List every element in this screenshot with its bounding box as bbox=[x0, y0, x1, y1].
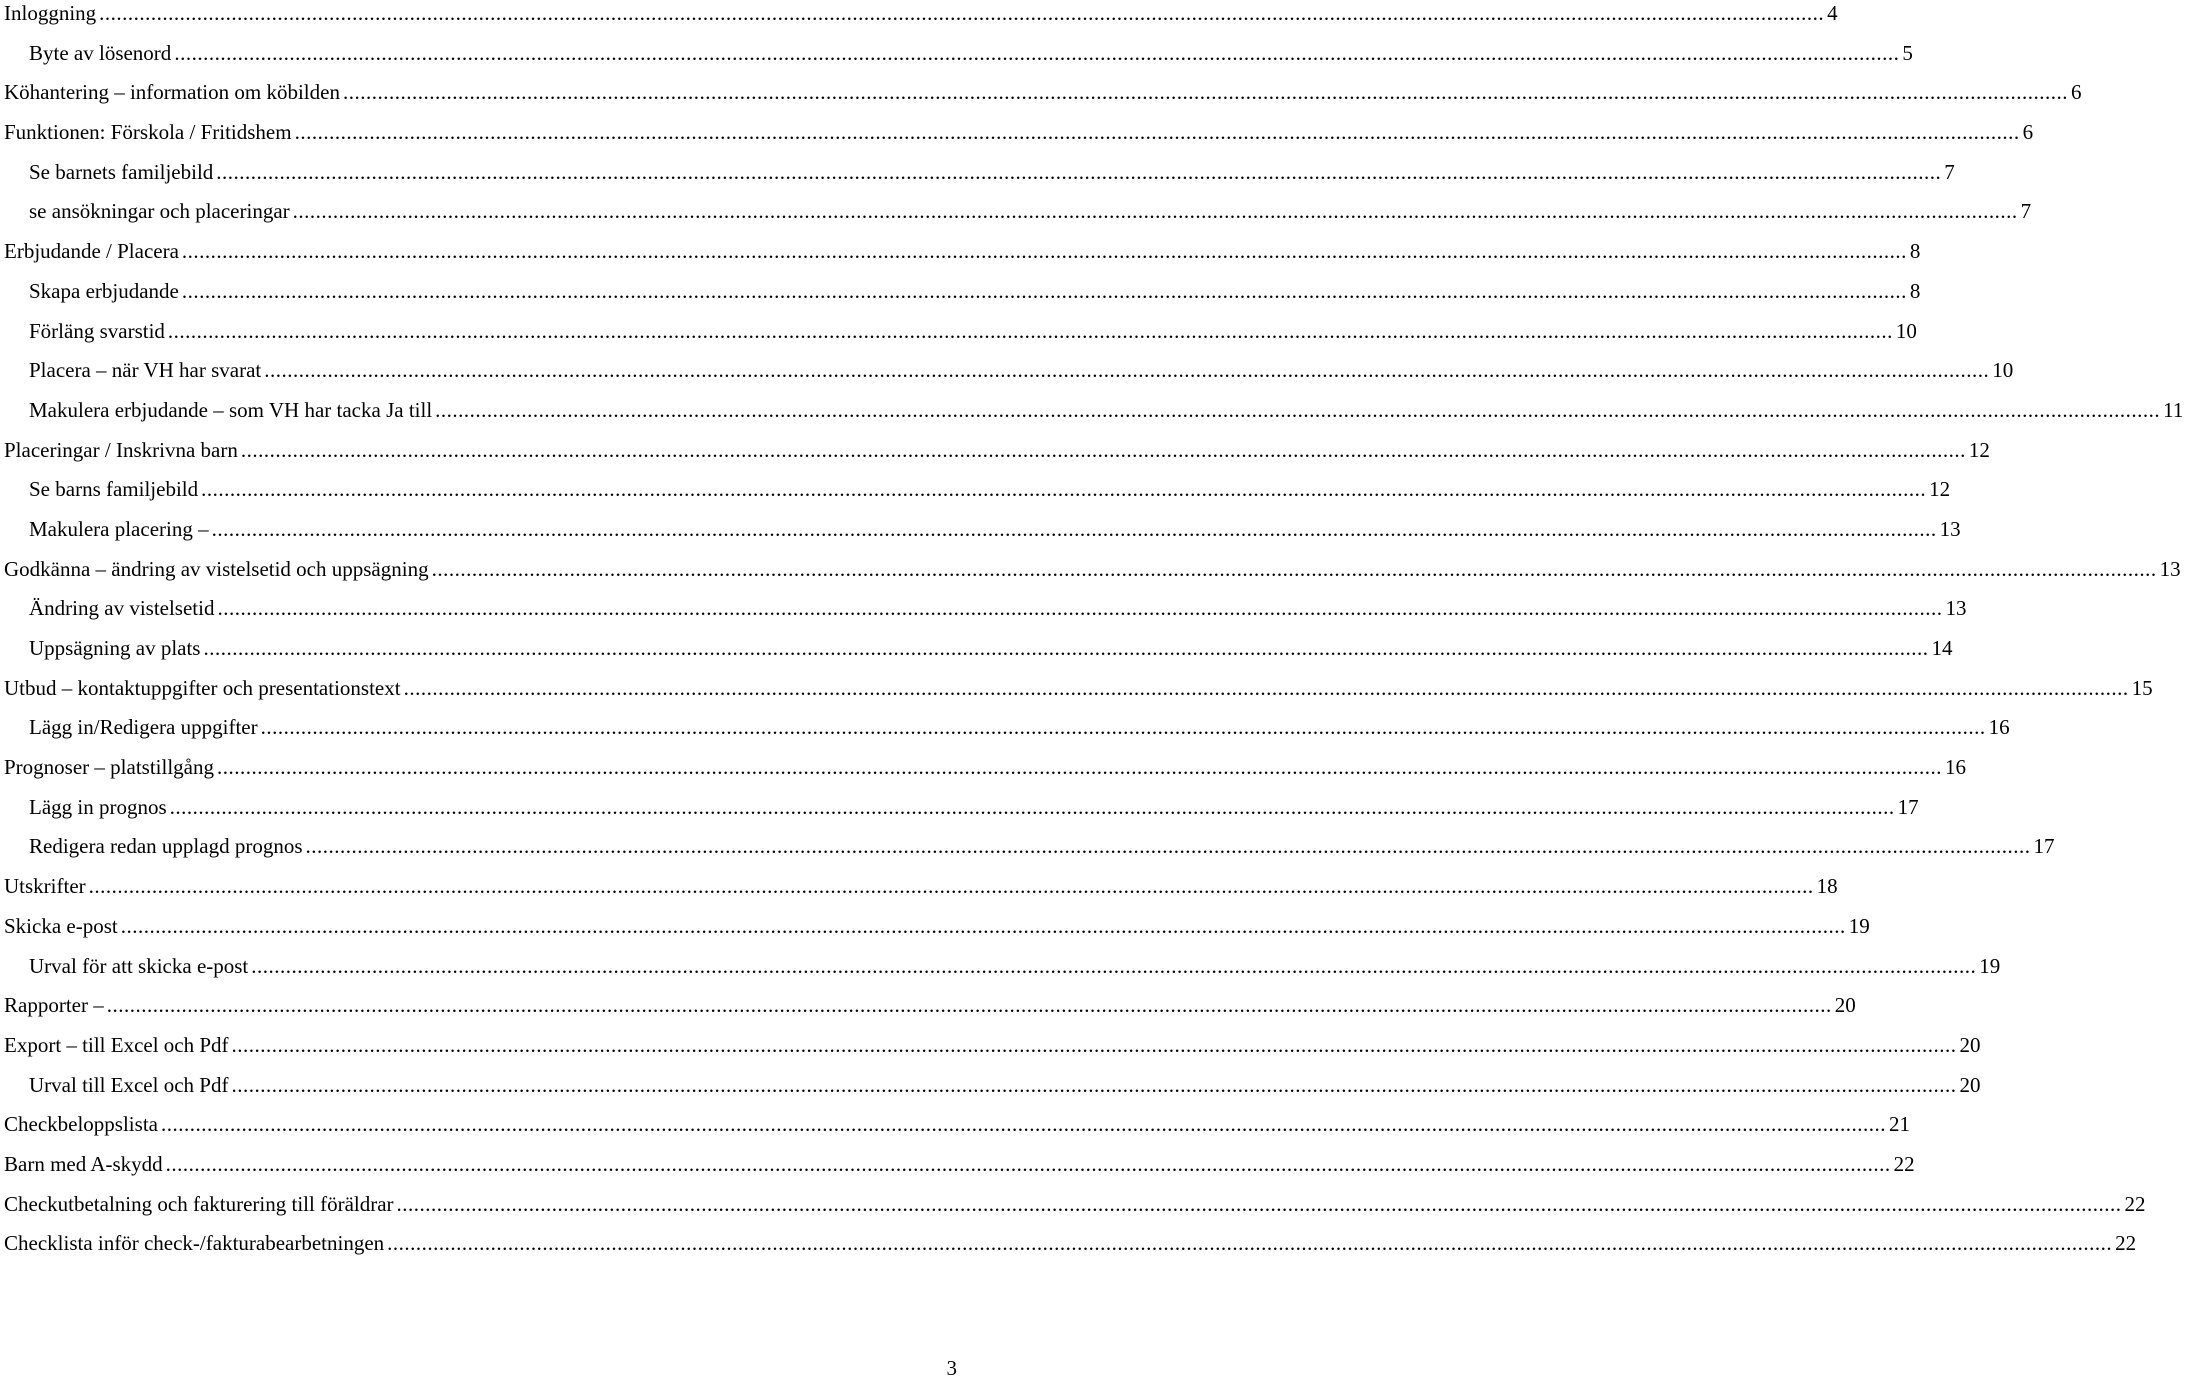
toc-entry-title: Utskrifter bbox=[4, 874, 86, 899]
toc-entry[interactable] bbox=[4, 1032, 1981, 1072]
toc-leader-dots: ............................................................................................................................................................................................................................................................................................................ bbox=[292, 199, 2018, 224]
toc-entry[interactable] bbox=[4, 873, 1838, 913]
toc-entry-page: 15 bbox=[2131, 675, 2153, 700]
toc-leader-dots: ............................................................................................................................................................................................................................................................................................................ bbox=[396, 1191, 2122, 1216]
toc-entry-title: Skicka e-post bbox=[4, 913, 118, 938]
toc-entry-page: 16 bbox=[1988, 715, 2010, 740]
toc-entry-page: 10 bbox=[1895, 318, 1917, 343]
toc-entry[interactable] bbox=[4, 794, 1919, 834]
toc-entry-page: 20 bbox=[1834, 993, 1856, 1018]
toc-leader-dots: ............................................................................................................................................................................................................................................................................................................ bbox=[167, 318, 1893, 343]
toc-leader-dots: ............................................................................................................................................................................................................................................................................................................ bbox=[165, 1151, 1891, 1176]
toc-leader-dots: ............................................................................................................................................................................................................................................................................................................ bbox=[216, 755, 1942, 780]
toc-entry[interactable] bbox=[4, 79, 2082, 119]
toc-entry-title: Checkbeloppslista bbox=[4, 1112, 158, 1137]
toc-leader-dots: ............................................................................................................................................................................................................................................................................................................ bbox=[174, 40, 1900, 65]
toc-entry-title: Urval för att skicka e-post bbox=[29, 953, 249, 978]
toc-entry-title: Export – till Excel och Pdf bbox=[4, 1032, 229, 1057]
toc-entry[interactable] bbox=[4, 635, 1953, 675]
toc-entry-title: Inloggning bbox=[4, 1, 97, 25]
toc-leader-dots: ............................................................................................................................................................................................................................................................................................................ bbox=[169, 794, 1895, 819]
toc-entry[interactable] bbox=[4, 595, 1967, 635]
toc-entry-title: Godkänna – ändring av vistelsetid och uppsägning bbox=[4, 556, 429, 581]
toc-entry-page: 7 bbox=[1944, 159, 1955, 184]
toc-leader-dots: ............................................................................................................................................................................................................................................................................................................ bbox=[211, 516, 1937, 541]
toc-entry-title: Placera – när VH har svarat bbox=[29, 358, 262, 383]
toc-leader-dots: ............................................................................................................................................................................................................................................................................................................ bbox=[106, 993, 1832, 1018]
toc-leader-dots: ............................................................................................................................................................................................................................................................................................................ bbox=[231, 1032, 1957, 1057]
toc-leader-dots: ............................................................................................................................................................................................................................................................................................................ bbox=[305, 834, 2031, 859]
toc-entry-title: Checkutbetalning och fakturering till föräldrar bbox=[4, 1191, 394, 1216]
toc-entry-title: Förläng svarstid bbox=[29, 318, 165, 343]
toc-entry-title: Byte av lösenord bbox=[29, 40, 172, 65]
toc-entry-title: Makulera erbjudande – som VH har tacka Ja till bbox=[29, 397, 433, 422]
toc-entry-page: 17 bbox=[1897, 794, 1919, 819]
toc-entry-title: Skapa erbjudande bbox=[29, 278, 179, 303]
toc-leader-dots: ............................................................................................................................................................................................................................................................................................................ bbox=[431, 556, 2157, 581]
toc-entry-page: 20 bbox=[1959, 1072, 1981, 1097]
toc-entry[interactable] bbox=[4, 556, 2181, 596]
toc-leader-dots: ............................................................................................................................................................................................................................................................................................................ bbox=[181, 239, 1907, 264]
toc-leader-dots: ............................................................................................................................................................................................................................................................................................................ bbox=[294, 120, 2020, 145]
toc-entry[interactable] bbox=[4, 318, 1917, 358]
toc-leader-dots: ............................................................................................................................................................................................................................................................................................................ bbox=[203, 636, 1929, 660]
toc-leader-dots: ............................................................................................................................................................................................................................................................................................................ bbox=[160, 1112, 1886, 1137]
toc-entry[interactable] bbox=[4, 754, 1966, 794]
toc-entry-title: Se barnets familjebild bbox=[29, 159, 214, 184]
toc-entry-page: 22 bbox=[2124, 1191, 2146, 1216]
toc-leader-dots: ............................................................................................................................................................................................................................................................................................................ bbox=[201, 477, 1927, 502]
toc-entry-page: 6 bbox=[2022, 120, 2034, 145]
toc-entry-title: Redigera redan upplagd prognos bbox=[29, 834, 303, 859]
toc-entry-title: Erbjudande / Placera bbox=[4, 239, 179, 264]
toc-leader-dots: ............................................................................................................................................................................................................................................................................................................ bbox=[231, 1072, 1957, 1097]
toc-entry[interactable] bbox=[4, 1072, 1981, 1112]
toc-entry-title: Utbud – kontaktuppgifter och presentationstext bbox=[4, 675, 401, 700]
toc-leader-dots: ............................................................................................................................................................................................................................................................................................................ bbox=[88, 874, 1814, 899]
toc-entry-title: Se barns familjebild bbox=[29, 477, 199, 502]
toc-entry-page: 14 bbox=[1931, 636, 1953, 660]
toc-entry[interactable] bbox=[4, 437, 1990, 477]
toc-entry-title: Rapporter – bbox=[4, 993, 104, 1018]
toc-entry-title: Barn med A-skydd bbox=[4, 1151, 163, 1176]
toc-entry[interactable] bbox=[4, 1230, 2137, 1270]
toc-leader-dots: ............................................................................................................................................................................................................................................................................................................ bbox=[403, 675, 2129, 700]
toc-leader-dots: ............................................................................................................................................................................................................................................................................................................ bbox=[387, 1231, 2113, 1256]
toc-entry-page: 11 bbox=[2163, 397, 2184, 422]
toc-entry[interactable] bbox=[4, 953, 2001, 993]
toc-entry[interactable] bbox=[4, 516, 1961, 556]
toc-entry-page: 6 bbox=[2070, 80, 2082, 105]
toc-leader-dots: ............................................................................................................................................................................................................................................................................................................ bbox=[435, 397, 2161, 422]
toc-entry[interactable] bbox=[4, 1151, 1915, 1191]
toc-entry[interactable] bbox=[4, 40, 1913, 80]
toc-entry-page: 5 bbox=[1902, 40, 1913, 65]
toc-leader-dots: ............................................................................................................................................................................................................................................................................................................ bbox=[240, 437, 1966, 462]
toc-entry-page: 20 bbox=[1959, 1032, 1981, 1057]
toc-entry[interactable] bbox=[4, 675, 2153, 715]
toc-entry-title: Prognoser – platstillgång bbox=[4, 755, 214, 780]
toc-entry[interactable] bbox=[4, 357, 2014, 397]
toc-entry-page: 10 bbox=[1992, 358, 2014, 383]
toc-leader-dots: ............................................................................................................................................................................................................................................................................................................ bbox=[251, 953, 1977, 978]
toc-leader-dots: ............................................................................................................................................................................................................................................................................................................ bbox=[216, 159, 1942, 184]
toc-entry-title: Makulera placering – bbox=[29, 516, 209, 541]
toc-leader-dots: ............................................................................................................................................................................................................................................................................................................ bbox=[181, 278, 1907, 303]
toc-entry-page: 16 bbox=[1944, 755, 1966, 780]
toc-leader-dots: ............................................................................................................................................................................................................................................................................................................ bbox=[120, 913, 1846, 938]
toc-entry-page: 13 bbox=[2159, 556, 2181, 581]
toc-entry-title: Uppsägning av plats bbox=[29, 636, 201, 660]
toc-entry-title: Funktionen: Förskola / Fritidshem bbox=[4, 120, 292, 145]
toc-entry[interactable] bbox=[4, 1111, 1910, 1151]
toc-entry-page: 4 bbox=[1827, 1, 1838, 25]
page-number: 3 bbox=[946, 1356, 957, 1380]
toc-entry-page: 19 bbox=[1848, 913, 1870, 938]
toc-leader-dots: ............................................................................................................................................................................................................................................................................................................ bbox=[217, 596, 1943, 621]
toc-entry-page: 19 bbox=[1979, 953, 2001, 978]
table-of-contents bbox=[4, 0, 2184, 1270]
toc-entry[interactable] bbox=[4, 278, 1921, 318]
toc-leader-dots: ............................................................................................................................................................................................................................................................................................................ bbox=[99, 1, 1825, 25]
toc-entry-title: se ansökningar och placeringar bbox=[29, 199, 290, 224]
toc-entry-title: Checklista inför check-/fakturabearbetningen bbox=[4, 1231, 385, 1256]
toc-entry-page: 8 bbox=[1909, 239, 1921, 264]
toc-entry-page: 21 bbox=[1888, 1112, 1910, 1137]
toc-leader-dots: ............................................................................................................................................................................................................................................................................................................ bbox=[260, 715, 1986, 740]
toc-entry-page: 13 bbox=[1939, 516, 1961, 541]
toc-entry[interactable] bbox=[4, 476, 1951, 516]
toc-entry-title: Köhantering – information om köbilden bbox=[4, 80, 340, 105]
toc-entry[interactable] bbox=[4, 0, 1838, 40]
toc-entry-page: 17 bbox=[2033, 834, 2055, 859]
toc-entry-title: Ändring av vistelsetid bbox=[29, 596, 215, 621]
toc-entry[interactable] bbox=[4, 833, 2055, 873]
toc-entry-title: Urval till Excel och Pdf bbox=[29, 1072, 229, 1097]
toc-entry-title: Lägg in/Redigera uppgifter bbox=[29, 715, 258, 740]
toc-entry[interactable] bbox=[4, 913, 1870, 953]
toc-leader-dots: ............................................................................................................................................................................................................................................................................................................ bbox=[264, 358, 1990, 383]
toc-entry[interactable] bbox=[4, 119, 2034, 159]
toc-entry[interactable] bbox=[4, 159, 1955, 199]
toc-leader-dots: ............................................................................................................................................................................................................................................................................................................ bbox=[342, 80, 2068, 105]
toc-entry-page: 12 bbox=[1929, 477, 1951, 502]
toc-entry-page: 13 bbox=[1945, 596, 1967, 621]
toc-entry-page: 7 bbox=[2020, 199, 2032, 224]
toc-entry-page: 22 bbox=[2115, 1231, 2137, 1256]
toc-entry-page: 22 bbox=[1893, 1151, 1915, 1176]
toc-entry[interactable] bbox=[4, 714, 2010, 754]
toc-entry-page: 12 bbox=[1968, 437, 1990, 462]
toc-entry[interactable] bbox=[4, 1191, 2146, 1231]
toc-entry[interactable] bbox=[4, 238, 1921, 278]
toc-entry-page: 18 bbox=[1816, 874, 1838, 899]
toc-entry-title: Placeringar / Inskrivna barn bbox=[4, 437, 238, 462]
toc-entry[interactable] bbox=[4, 198, 2032, 238]
toc-entry[interactable] bbox=[4, 992, 1856, 1032]
toc-entry-title: Lägg in prognos bbox=[29, 794, 167, 819]
toc-entry[interactable] bbox=[4, 397, 2184, 437]
toc-entry-page: 8 bbox=[1909, 278, 1921, 303]
